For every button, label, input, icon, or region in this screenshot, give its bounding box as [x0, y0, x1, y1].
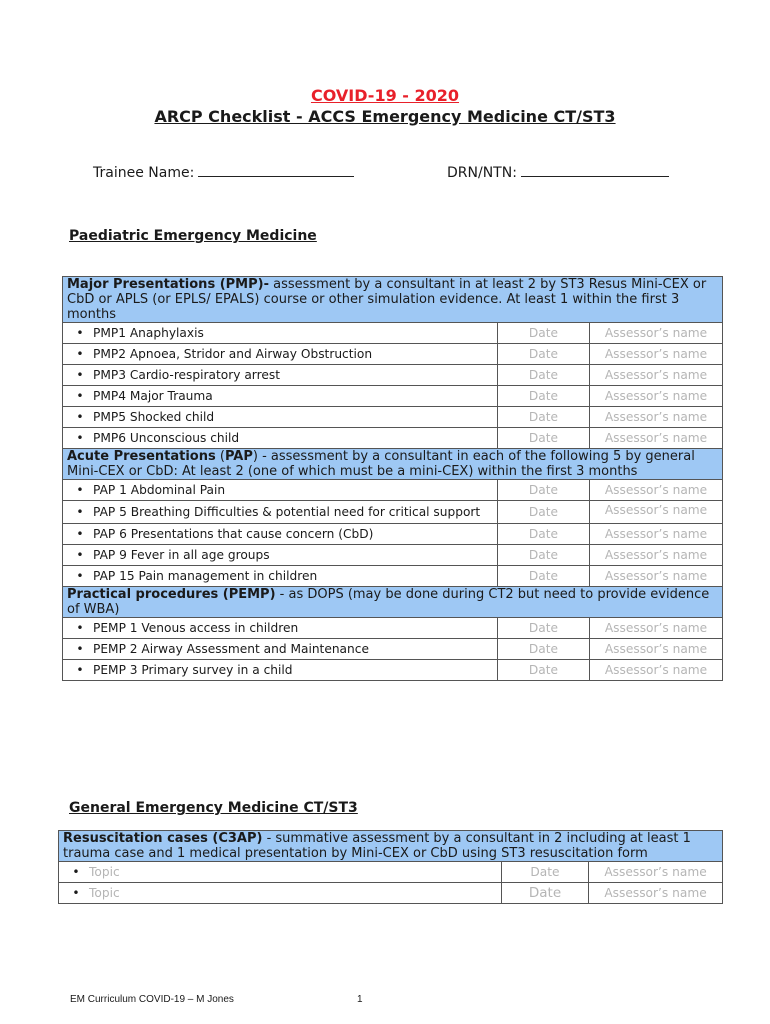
assessor-cell[interactable]: Assessor’s name	[590, 323, 723, 344]
item-label: PMP5 Shocked child	[93, 410, 215, 424]
date-cell[interactable]: Date	[498, 323, 590, 344]
assessor-cell[interactable]: Assessor’s name	[590, 545, 723, 566]
date-cell[interactable]: Date	[498, 501, 590, 524]
bullet-icon: •	[76, 505, 84, 519]
bullet-icon: •	[76, 663, 84, 677]
table-row[interactable]	[59, 883, 723, 904]
table-row[interactable]	[63, 365, 723, 386]
item-label: PAP 9 Fever in all age groups	[93, 548, 270, 562]
item-label: PMP2 Apnoea, Stridor and Airway Obstruction	[93, 347, 373, 361]
major-presentations-header-row	[63, 277, 723, 323]
topic-input[interactable]: Topic	[89, 865, 120, 879]
date-cell[interactable]: Date	[498, 407, 590, 428]
major-presentations-header: Major Presentations (PMP)- assessment by a consultant in at least 2 by ST3 Resus Mini-CEX or CbD or APLS (or EPLS/ EPALS) course or other simulation evidence. At least 1 within the first 3 months	[63, 277, 723, 323]
bullet-icon: •	[72, 886, 80, 900]
table-row[interactable]	[63, 566, 723, 587]
date-cell[interactable]: Date	[498, 386, 590, 407]
assessor-cell[interactable]: Assessor’s name	[590, 480, 723, 501]
table-row[interactable]	[63, 407, 723, 428]
item-label: PAP 5 Breathing Difficulties & potential need for critical support	[93, 505, 481, 519]
drn-ntn-line[interactable]	[521, 162, 669, 177]
assessor-cell[interactable]: Assessor’s name	[590, 365, 723, 386]
item-label: PMP1 Anaphylaxis	[93, 326, 204, 340]
table-row[interactable]	[63, 386, 723, 407]
table-row[interactable]	[63, 480, 723, 501]
section-heading-general: General Emergency Medicine CT/ST3	[69, 800, 358, 816]
date-cell[interactable]: Date	[498, 566, 590, 587]
general-em-checklist-table	[58, 830, 723, 904]
assessor-cell[interactable]: Assessor’s name	[590, 566, 723, 587]
bullet-icon: •	[76, 642, 84, 656]
practical-procedures-header-row	[63, 587, 723, 618]
trainee-name-line[interactable]	[198, 162, 354, 177]
bullet-icon: •	[76, 347, 84, 361]
item-label: PMP6 Unconscious child	[93, 431, 240, 445]
section-heading-paediatric: Paediatric Emergency Medicine	[69, 228, 317, 244]
trainee-name-field[interactable]	[93, 162, 354, 181]
page-number: 1	[357, 994, 363, 1005]
assessor-cell[interactable]: Assessor’s name	[590, 639, 723, 660]
date-cell[interactable]: Date	[502, 883, 589, 904]
bullet-icon: •	[76, 569, 84, 583]
bullet-icon: •	[76, 410, 84, 424]
trainee-name-label: Trainee Name:	[93, 165, 195, 181]
item-label: PEMP 3 Primary survey in a child	[93, 663, 293, 677]
resuscitation-cases-header: Resuscitation cases (C3AP) - summative assessment by a consultant in 2 including at least 1 trauma case and 1 medical presentation by Mini-CEX or CbD using ST3 resuscitation form	[59, 831, 723, 862]
date-cell[interactable]: Date	[498, 639, 590, 660]
item-label: PAP 6 Presentations that cause concern (CbD)	[93, 527, 374, 541]
paediatric-checklist-table	[62, 276, 723, 681]
bullet-icon: •	[76, 483, 84, 497]
date-cell[interactable]: Date	[498, 545, 590, 566]
table-row[interactable]	[63, 618, 723, 639]
assessor-cell[interactable]: Assessor’s name	[590, 428, 723, 449]
bullet-icon: •	[72, 865, 80, 879]
drn-ntn-field[interactable]	[447, 162, 669, 181]
table-row[interactable]	[63, 323, 723, 344]
bullet-icon: •	[76, 389, 84, 403]
table-row[interactable]	[63, 545, 723, 566]
bullet-icon: •	[76, 527, 84, 541]
topic-input[interactable]: Topic	[89, 886, 120, 900]
resuscitation-header-row	[59, 831, 723, 862]
table-row[interactable]	[63, 428, 723, 449]
item-label: PMP3 Cardio-respiratory arrest	[93, 368, 280, 382]
bullet-icon: •	[76, 621, 84, 635]
assessor-cell[interactable]: Assessor’s name	[590, 407, 723, 428]
assessor-cell[interactable]: Assessor’s name	[590, 618, 723, 639]
assessor-cell[interactable]: Assessor’s name	[590, 660, 723, 681]
assessor-cell[interactable]: Assessor’s name	[590, 386, 723, 407]
bullet-icon: •	[76, 431, 84, 445]
date-cell[interactable]: Date	[498, 618, 590, 639]
date-cell[interactable]: Date	[502, 862, 589, 883]
date-cell[interactable]: Date	[498, 428, 590, 449]
table-row[interactable]	[63, 639, 723, 660]
document-title-checklist: ARCP Checklist - ACCS Emergency Medicine CT/ST3	[154, 107, 616, 126]
assessor-cell[interactable]: Assessor’s name	[589, 883, 723, 904]
table-row[interactable]	[63, 524, 723, 545]
bullet-icon: •	[76, 548, 84, 562]
item-label: PAP 1 Abdominal Pain	[93, 483, 226, 497]
item-label: PEMP 1 Venous access in children	[93, 621, 299, 635]
item-label: PMP4 Major Trauma	[93, 389, 213, 403]
table-row[interactable]	[63, 501, 723, 524]
document-title-covid: COVID-19 - 2020	[310, 86, 460, 105]
acute-presentations-header: Acute Presentations (PAP) - assessment by a consultant in each of the following 5 by general Mini-CEX or CbD: At least 2 (one of which must be a mini-CEX) within the first 3 months	[63, 449, 723, 480]
table-row[interactable]	[59, 862, 723, 883]
date-cell[interactable]: Date	[498, 480, 590, 501]
item-label: PEMP 2 Airway Assessment and Maintenance	[93, 642, 369, 656]
assessor-cell[interactable]: Assessor’s name	[589, 862, 723, 883]
assessor-cell[interactable]: Assessor’s name	[590, 501, 723, 524]
date-cell[interactable]: Date	[498, 660, 590, 681]
table-row[interactable]	[63, 344, 723, 365]
item-label: PAP 15 Pain management in children	[93, 569, 318, 583]
date-cell[interactable]: Date	[498, 365, 590, 386]
drn-ntn-label: DRN/NTN:	[447, 165, 517, 181]
bullet-icon: •	[76, 368, 84, 382]
table-row[interactable]	[63, 660, 723, 681]
practical-procedures-header: Practical procedures (PEMP) - as DOPS (may be done during CT2 but need to provide evidence of WBA)	[63, 587, 723, 618]
bullet-icon: •	[76, 326, 84, 340]
footer-text: EM Curriculum COVID-19 – M Jones	[70, 994, 234, 1005]
assessor-cell[interactable]: Assessor’s name	[590, 344, 723, 365]
date-cell[interactable]: Date	[498, 524, 590, 545]
acute-presentations-header-row	[63, 449, 723, 480]
assessor-cell[interactable]: Assessor’s name	[590, 524, 723, 545]
date-cell[interactable]: Date	[498, 344, 590, 365]
